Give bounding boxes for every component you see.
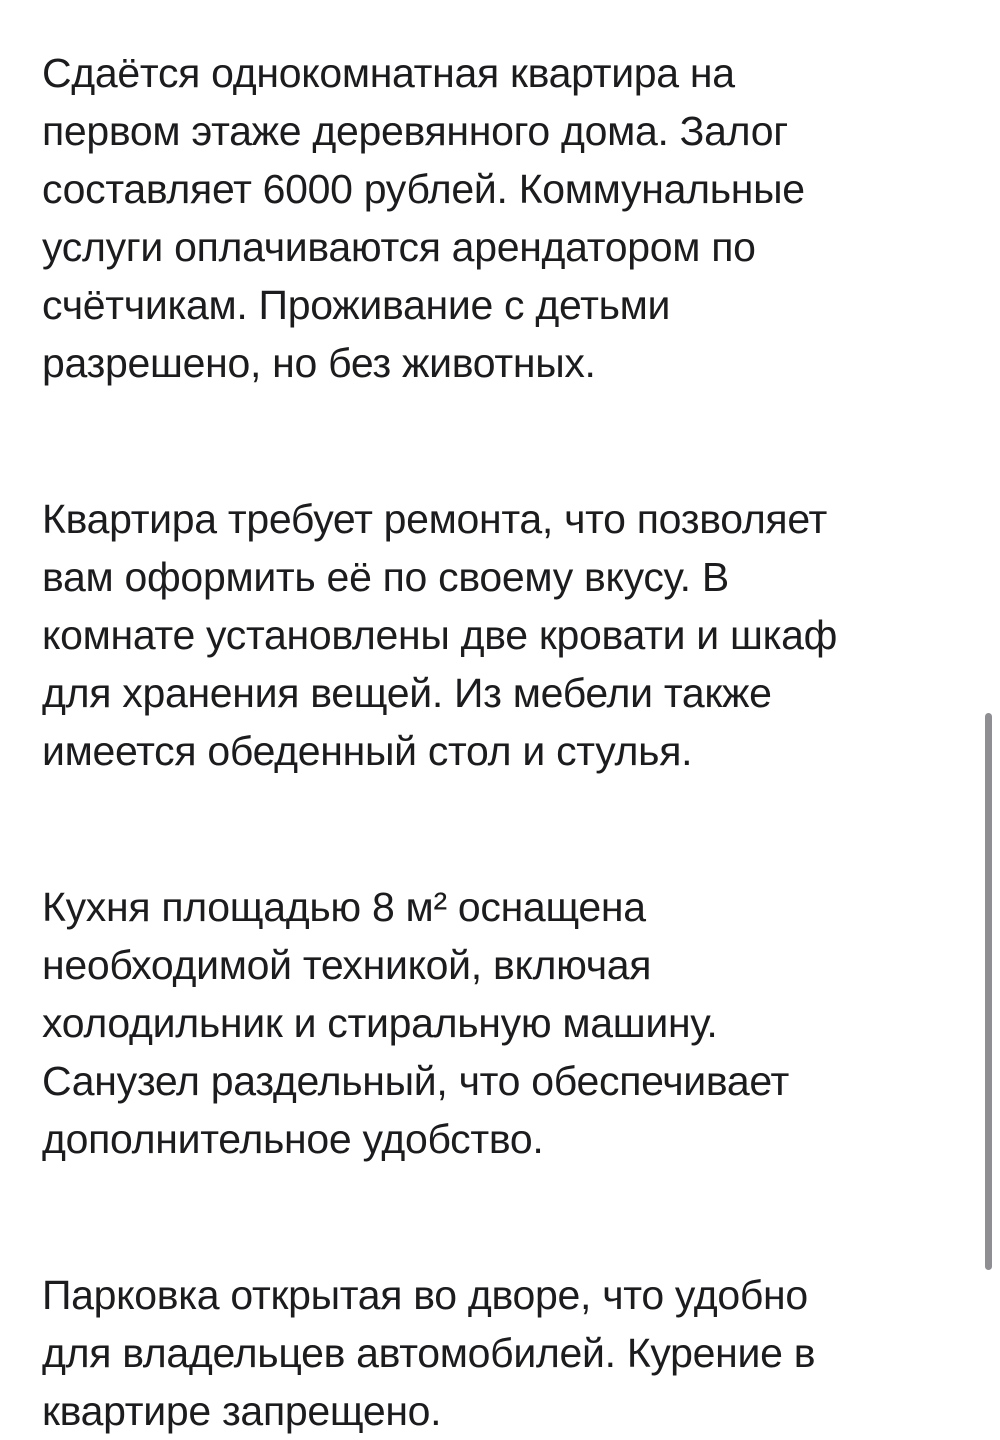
listing-description [42, 44, 942, 1440]
description-paragraph-terms: Сдаётся однокомнатная квартира на первом этаже деревянного дома. Залог составляет 6000 рублей. Коммунальные услуги оплачиваются арендатором по счётчикам. Проживание с детьми разрешено, но без животных. [42, 50, 805, 386]
vertical-scrollbar[interactable] [985, 713, 992, 1270]
description-paragraph-kitchen: Кухня площадью 8 м² оснащена необходимой техникой, включая холодильник и стиральную машину. Санузел раздельный, что обеспечивает дополнительное удобство. [42, 884, 790, 1162]
description-paragraph-parking: Парковка открытая во дворе, что удобно для владельцев автомобилей. Курение в квартире запрещено. [42, 1272, 816, 1434]
description-paragraph-room: Квартира требует ремонта, что позволяет вам оформить её по своему вкусу. В комнате установлены две кровати и шкаф для хранения вещей. Из мебели также имеется обеденный стол и стулья. [42, 496, 838, 774]
